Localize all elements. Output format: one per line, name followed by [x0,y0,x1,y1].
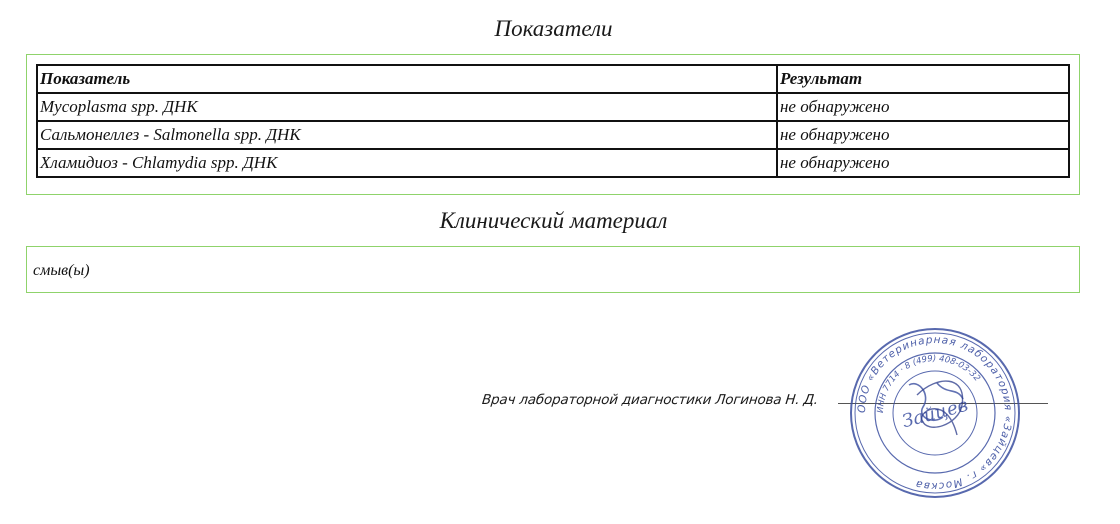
stamp-seal [847,325,1023,501]
indicators-table [36,64,1070,178]
table-row [37,149,1069,177]
result-cell: не обнаружено [777,121,1069,149]
table-row [37,93,1069,121]
indicators-box [26,54,1080,195]
material-title: Клинический материал [439,208,668,233]
header-result: Результат [777,65,1069,93]
indicator-cell: Mycoplasma spp. ДНК [37,93,777,121]
header-indicator: Показатель [37,65,777,93]
stamp-outer-text: ООО «Ветеринарная лаборатория «Зайцев» г. Москва [855,333,1015,493]
stamp-center-text: Зайцев [899,394,971,433]
result-cell: не обнаружено [777,149,1069,177]
stamp-inner-text: ИНН 7714 · 8 (499) 408-03-32 [875,353,982,414]
table-header-row [37,65,1069,93]
material-box [26,246,1080,293]
material-value: смыв(ы) [33,262,90,279]
indicator-cell: Хламидиоз - Chlamydia spp. ДНК [37,149,777,177]
signature-text: Врач лабораторной диагностики Логинова Н. Д. [481,392,819,408]
indicator-cell: Сальмонеллез - Salmonella spp. ДНК [37,121,777,149]
table-row [37,121,1069,149]
result-cell: не обнаружено [777,93,1069,121]
indicators-title: Показатели [494,16,613,41]
